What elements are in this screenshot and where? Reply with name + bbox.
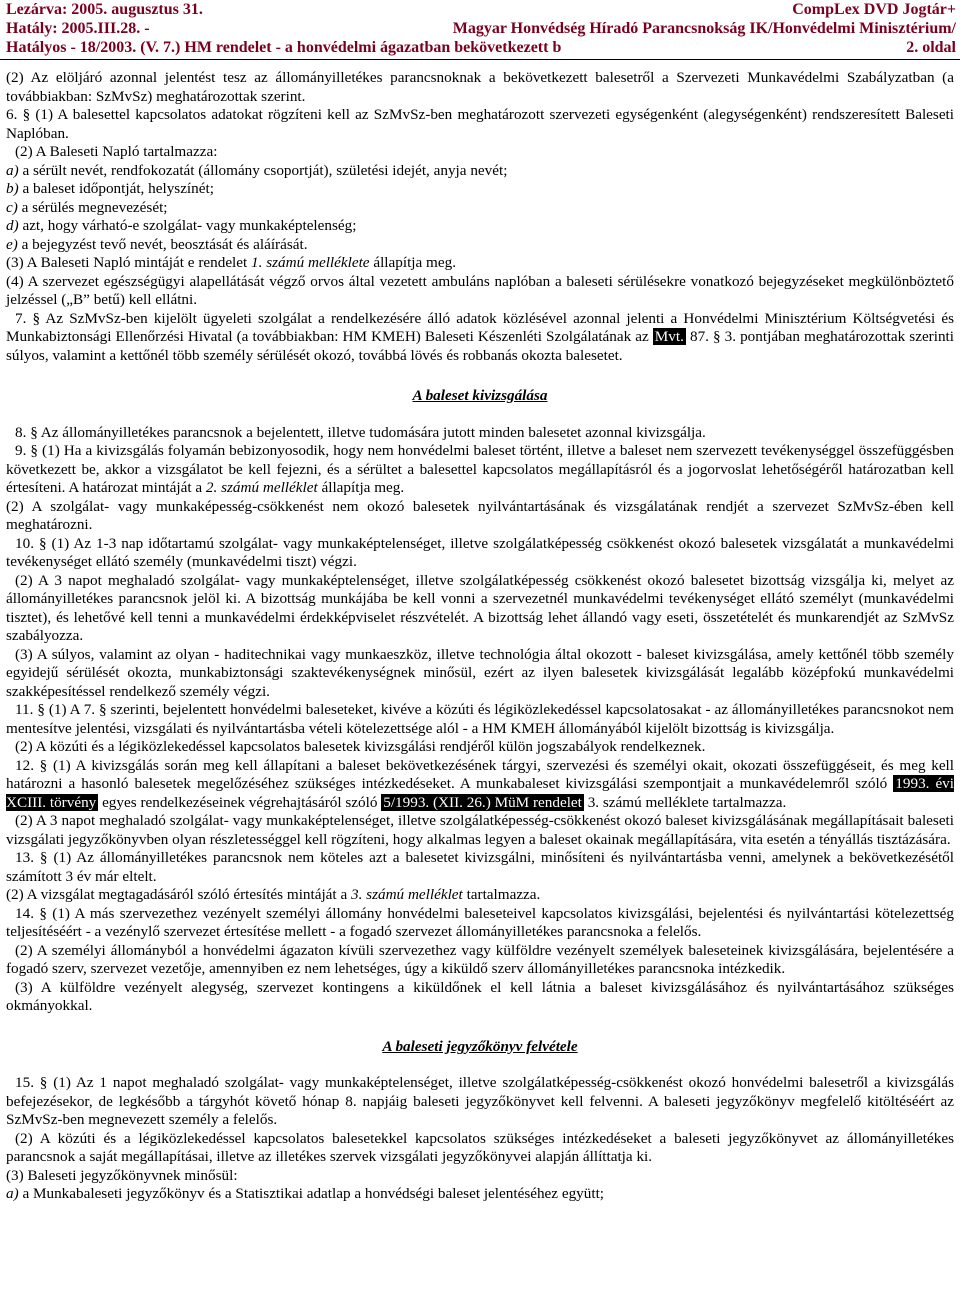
annex-link[interactable]: 1. számú melléklete [251,254,370,271]
list-letter: e) [6,235,18,253]
publisher-name: CompLex DVD Jogtár+ [792,1,956,18]
paragraph: 6. § (1) A balesettel kapcsolatos adatokat rögzíteni kell az SzMvSz-ben meghatározott szervezeti egységenként (alegységenként) rendszeresített Baleseti Naplóban. [6,106,954,142]
text-run: 3. számú melléklete tartalmazza. [583,793,787,811]
paragraph: 10. § (1) Az 1-3 nap időtartamú szolgálat- vagy munkaképtelenséget, illetve szolgálatképesség csökkenést okozó balesetek vizsgálatát a munkavédelmi tevékenységet ellátó személy (munkavédelmi tiszt) végzi. [6,534,954,570]
text-run: (3) A Baleseti Napló mintáját e rendelet [6,254,252,271]
paragraph [6,310,954,366]
paragraph: (2) A Baleseti Napló tartalmazza: [15,143,218,160]
issuer-name: Magyar Honvédség Híradó Parancsnokság IK/Honvédelmi Minisztérium/ [452,20,956,37]
paragraph [6,757,954,813]
effective-date: Hatály: 2005.III.28. - [6,20,150,37]
paragraph: (2) A közúti és a légiközlekedéssel kapcsolatos balesetek kivizsgálási rendjéről külön jogszabályok rendelkeznek. [15,738,706,755]
list-letter: d) [6,217,19,234]
text-run: állapítja meg. [317,479,405,496]
paragraph [6,886,954,905]
paragraph: (3) A súlyos, valamint az olyan - haditechnikai vagy munkaeszköz, illetve technológia által okozott - baleset kivizsgálása, amely kettőnél több személy egyidejű sérülését okozta, munkabiztonsági szaktevékenységnek minősül, ezért az ilyen balesetek kivizsgálását legalább középfokú munkavédelmi szakképesítéssel rendelkező személy végzi. [6,645,954,700]
text-run: állapítja meg. [369,254,456,271]
header-row-1 [6,0,956,19]
law-reference-link[interactable]: 5/1993. (XII. 26.) MüM rendelet [383,793,582,811]
law-reference-link[interactable]: Mvt. [654,328,684,345]
list-item [6,1185,954,1204]
paragraph: 8. § Az állományilletékes parancsnok a bejelentett, illetve tudomására jutott minden balesetet azonnal kivizsgálja. [15,423,706,441]
list-item [6,162,954,181]
text-run: 12. § (1) A kivizsgálás során meg kell állapítani a baleset bekövetkezésének tárgyi, szervezési és személyi okait, okozati összefüggéseit, és meg kell határozni a hasonló balesetek megelőzéséhez szükséges intézkedéseket. A munkabaleset kivizsgálási szempontjait a munkavédelemről szóló [6,756,954,792]
list-letter: b) [6,180,19,197]
paragraph: (2) Az elöljáró azonnal jelentést tesz az állományilletékes parancsnoknak a bekövetkezett balesetről a Szervezeti Munkavédelmi Szabályzatban (a továbbiakban: SzMvSz) meghatározottak szerint. [6,69,954,105]
header-row-2 [6,19,956,38]
list-item [6,236,954,255]
list-item [6,180,954,199]
document-header [0,0,960,57]
text-run: (2) A vizsgálat megtagadásáról szóló értesítés mintáját a [6,886,351,903]
closing-date: Lezárva: 2005. augusztus 31. [6,1,203,18]
paragraph [6,442,954,498]
paragraph [6,254,954,273]
paragraph: 13. § (1) Az állományilletékes parancsnok nem köteles azt a balesetet kivizsgálni, minősíteni és nyilvántartásba venni, amelynek a bekövetkezésétől számított 3 év már eltelt. [6,849,954,885]
paragraph: 14. § (1) A más szervezethez vezényelt személyi állomány honvédelmi baleseteivel kapcsolatos kivizsgálási, bejelentési és nyilvántartási kötelezettség teljesítéséért - a vezénylő szervezet értesítése mellett - a fogadó szervezet állományilletékes parancsnoka a felelős. [6,904,954,940]
list-letter: a) [6,1185,19,1202]
document-title: Hatályos - 18/2003. (V. 7.) HM rendelet - a honvédelmi ágazatban bekövetkezett b [6,39,562,56]
document-body [0,60,960,1204]
paragraph: 15. § (1) Az 1 napot meghaladó szolgálat- vagy munkaképtelenséget, illetve szolgálatképesség-csökkenést okozó honvédelmi balesetről a kivizsgálás befejezésekor, de legkésőbb a tárgyhót követő hónap 8. napjáig baleseti jegyzőkönyvet kell felvenni. A baleseti jegyzőkönyv megfelelő kitöltéséért az SzMvSz-ben megnevezett személy a felelős. [6,1074,954,1128]
paragraph: (2) A közúti és a légiközlekedéssel kapcsolatos balesetekkel kapcsolatos szükséges intézkedéseket a baleseti jegyzőkönyvet az állományilletékes parancsnok a saját megállapításai, illetve az illetékes szervek vizsgálati jegyzőkönyvei alapján állíttatja ki. [6,1129,954,1165]
text-run: 9. § (1) Ha a kivizsgálás folyamán bebizonyosodik, hogy nem honvédelmi baleset történt, illetve a baleset nem szervezett tevékenységgel összefüggésben következett be, akkor a vizsgálatot be kell fejezni, és a sérültet a balesettel kapcsolatos megállapításról és a jogorvoslat lehetőségéről határozatban kell értesíteni. A határozat mintáját a [6,442,954,496]
annex-link[interactable]: 2. számú melléklet [205,479,318,496]
list-item [6,199,954,218]
header-row-3 [6,38,956,57]
paragraph: (2) A 3 napot meghaladó szolgálat- vagy munkaképtelenséget, illetve szolgálatképesség csökkenést okozó balesetet bizottság vizsgálja ki, melyet az állományilletékes parancsnok jelöl ki. A bizottság munkájába be kell vonni a szervezetnél munkavédelmi tevékenységet ellátó személyt (munkavédelmi tisztet), és lehetővé kell tenni a munkavédelmi érdekképviselet részvételét. A bizottság lehet állandó vagy eseti, összetételét és munkarendjét az SzMvSz szabályozza. [6,571,954,644]
paragraph: (4) A szervezet egészségügyi alapellátását végző orvos által vezetett ambuláns naplóban a baleseti sérülésekre vonatkozó bejegyzéseket megkülönböztető jelzéssel („B” betű) kell ellátni. [6,272,954,308]
paragraph: (2) A 3 napot meghaladó szolgálat- vagy munkaképtelenséget, illetve szolgálatképesség-csökkenést okozó baleset kivizsgálásának megállapításait baleseti vizsgálati jegyzőkönyvben olyan részletességgel kell rögzíteni, hogy alkalmas legyen a baleset okainak megállapítására, vita esetén a tényállás tisztázására. [6,812,954,848]
list-text: a baleset időpontját, helyszínét; [18,180,214,197]
paragraph: (3) A külföldre vezényelt alegység, szervezet kontingens a kiküldőnek el kell látnia a baleset kivizsgálásához és nyilvántartásához szükséges okmányokkal. [6,978,954,1014]
paragraph: (2) A szolgálat- vagy munkaképesség-csökkenést nem okozó balesetek nyilvántartásának és vizsgálatának rendjét a szervezet SzMvSz-ében kell meghatározni. [6,497,954,533]
annex-link[interactable]: 3. számú melléklet [350,886,463,903]
list-item [6,217,954,236]
paragraph: (3) Baleseti jegyzőkönyvnek minősül: [6,1166,238,1184]
section-heading: A baleset kivizsgálása [412,387,548,404]
list-text: a Munkabaleseti jegyzőkönyv és a Statisztikai adatlap a honvédségi baleset jelentéséhez együtt; [18,1185,605,1202]
list-text: a sérülés megnevezését; [17,198,168,216]
text-run: 87. § 3. pontjában meghatározottak szerinti súlyos, valamint a kettőnél több személy sérülését okozó, továbbá lövés és robbanás okozta balesetet. [6,328,954,364]
paragraph: 11. § (1) A 7. § szerinti, bejelentett honvédelmi baleseteket, kivéve a közúti és légiközlekedéssel kapcsolatosakat - az állományilletékes parancsnokot nem mentesítve jelentési, vizsgálati és nyilvántartásba vételi kötelezettsége alól - a HM KMEH állományából kijelölt bizottság is kivizsgálja. [6,701,954,737]
text-run: tartalmazza. [462,886,541,903]
list-letter: c) [6,198,18,216]
page-number: 2. oldal [906,39,956,56]
list-text: azt, hogy várható-e szolgálat- vagy munkaképtelenség; [18,217,357,234]
text-run: egyes rendelkezéseinek végrehajtásáról szóló [98,793,382,811]
text-run: 7. § Az SzMvSz-ben kijelölt ügyeleti szolgálat a rendelkezésére álló adatok közlésével azonnal jelenti a Honvédelmi Minisztérium Költségvetési és Munkabiztonsági Ellenőrzési Hivatal (a továbbiakban: HM KMEH) Baleseti Készenléti Szolgálatának az [6,309,954,345]
law-reference-link[interactable]: 1993. évi XCIII. törvény [6,775,955,811]
paragraph: (2) A személyi állományból a honvédelmi ágazaton kívüli szervezethez vagy külföldre vezényelt személyek baleseteinek kivizsgálására, bejelentésére a fogadó szerv, szervezet vezetője, amennyiben ez nem lehetséges, úgy a kiküldő szerv állományilletékes parancsnoka intézkedik. [6,941,954,977]
list-text: a bejegyzést tevő nevét, beosztását és aláírását. [17,235,308,253]
section-heading: A baleseti jegyzőkönyv felvétele [382,1037,578,1055]
list-text: a sérült nevét, rendfokozatát (állomány csoportját), születési idejét, anyja nevét; [18,161,508,179]
list-letter: a) [6,161,19,179]
